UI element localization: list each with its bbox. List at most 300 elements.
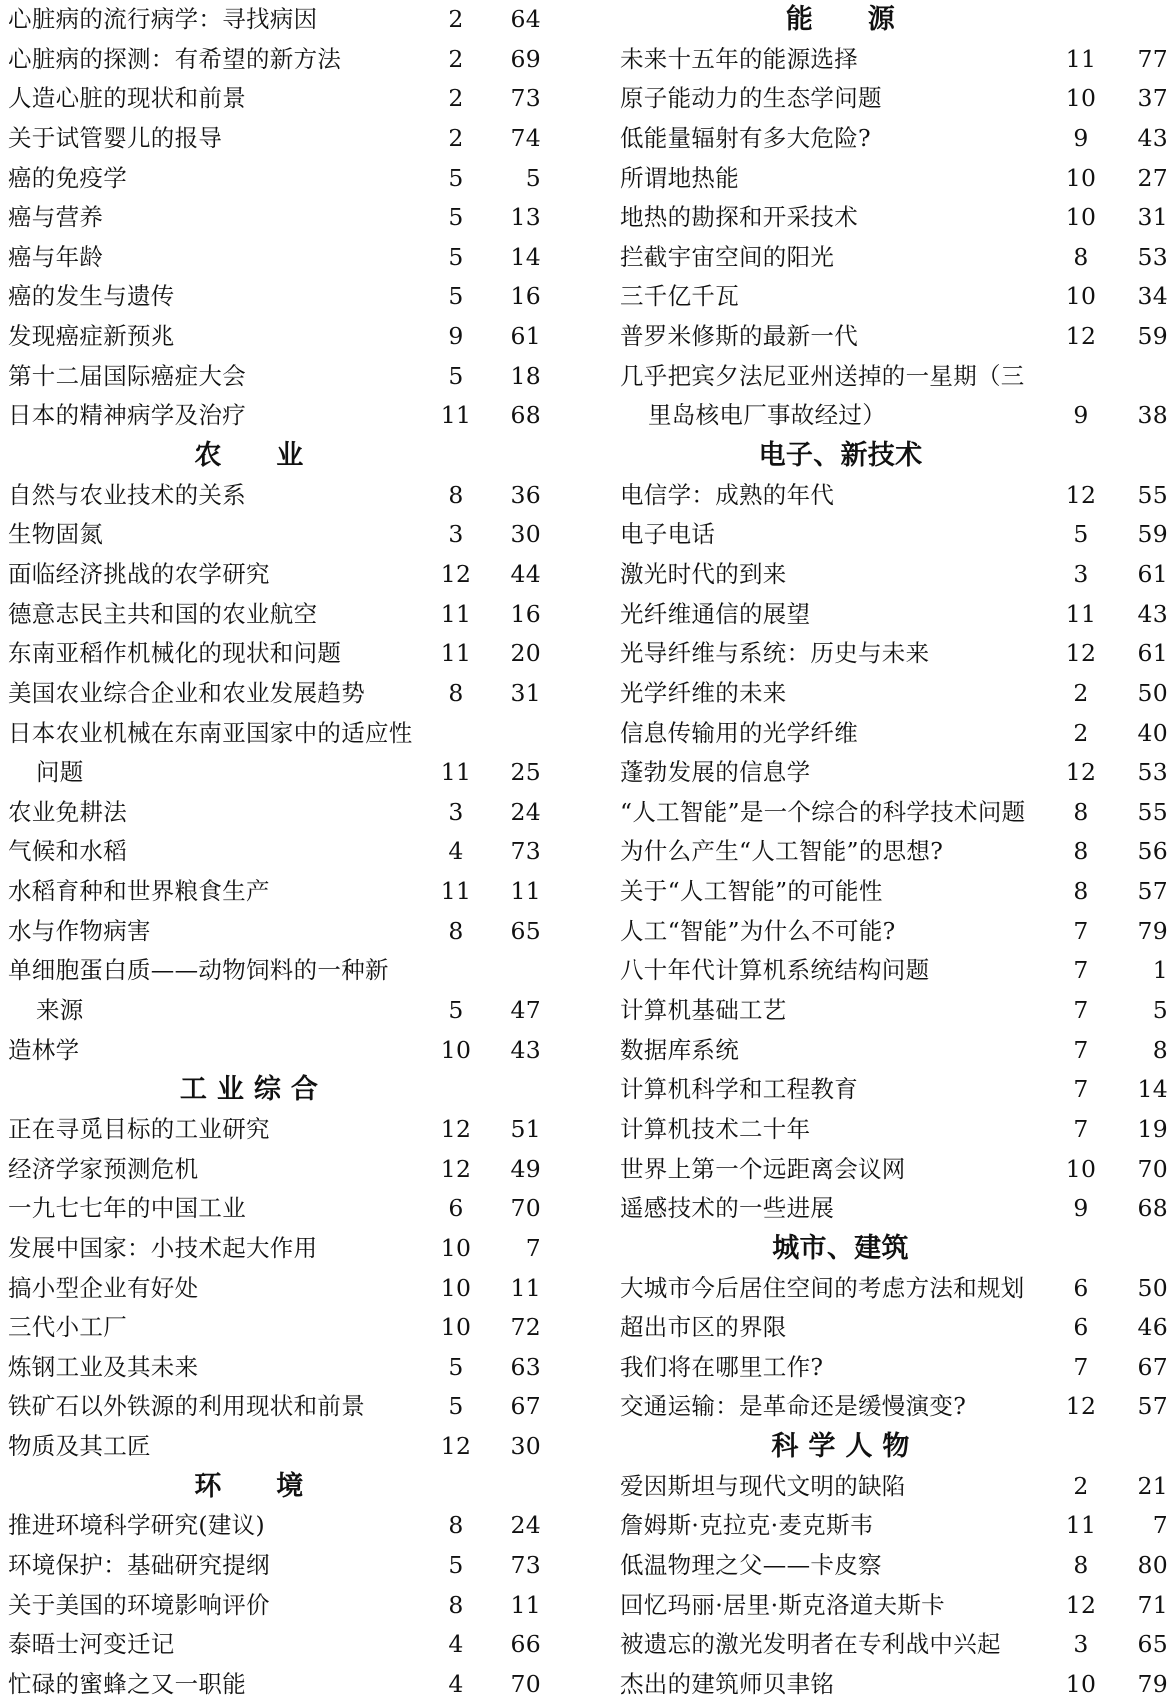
index-entry: [612, 555, 1169, 595]
index-entry: [0, 1625, 560, 1665]
issue-number: 7: [1073, 956, 1089, 985]
entry-title: 低能量辐射有多大危险?: [620, 123, 871, 152]
issue-number: 10: [440, 1233, 472, 1262]
entry-title: 第十二届国际癌症大会: [8, 361, 246, 390]
entry-title: 发现癌症新预兆: [8, 322, 175, 351]
page-number: 57: [1137, 877, 1168, 906]
entry-title: 地热的勘探和开采技术: [620, 203, 858, 232]
section-heading: [0, 436, 560, 476]
index-entry: [0, 277, 560, 317]
entry-title: 超出市区的界限: [620, 1313, 787, 1342]
issue-number: 5: [448, 203, 464, 232]
entry-title: 癌的免疫学: [8, 163, 127, 192]
index-entry: [0, 1586, 560, 1626]
issue-number: 11: [440, 639, 472, 668]
entry-title: 世界上第一个远距离会议网: [620, 1154, 906, 1183]
issue-number: 5: [448, 282, 464, 311]
entry-title: 环境保护：基础研究提纲: [8, 1550, 270, 1579]
entry-title: 杰出的建筑师贝聿铭: [620, 1669, 835, 1698]
entry-title: 水与作物病害: [8, 916, 151, 945]
index-entry: [612, 1665, 1169, 1705]
index-entry: [612, 1150, 1169, 1190]
issue-number: 5: [448, 1352, 464, 1381]
index-entry: [0, 832, 560, 872]
page-number: 72: [510, 1313, 541, 1342]
entry-title: 炼钢工业及其未来: [8, 1352, 199, 1381]
page-number: 68: [1137, 1194, 1168, 1223]
entry-title: 普罗米修斯的最新一代: [620, 322, 858, 351]
index-entry: [612, 674, 1169, 714]
index-entry: [612, 1467, 1169, 1507]
entry-title: 八十年代计算机系统结构问题: [620, 956, 930, 985]
page-number: 70: [1137, 1154, 1168, 1183]
index-entry: [0, 753, 560, 793]
page-number: 36: [510, 480, 541, 509]
issue-number: 10: [1065, 1669, 1097, 1698]
index-entry: [0, 198, 560, 238]
page-number: 74: [510, 123, 541, 152]
entry-title: “人工智能”是一个综合的科学技术问题: [620, 797, 1026, 826]
issue-number: 6: [448, 1194, 464, 1223]
issue-number: 5: [448, 996, 464, 1025]
page-number: 43: [1137, 599, 1168, 628]
entry-title: 遥感技术的一些进展: [620, 1194, 835, 1223]
entry-title: 面临经济挑战的农学研究: [8, 559, 270, 588]
issue-number: 12: [1065, 1392, 1097, 1421]
page-number: 30: [510, 520, 541, 549]
index-entry: [612, 357, 1169, 397]
entry-title: 癌的发生与遗传: [8, 282, 175, 311]
index-entry: [0, 1308, 560, 1348]
entry-title: 我们将在哪里工作?: [620, 1352, 824, 1381]
index-entry: [612, 1586, 1169, 1626]
issue-number: 9: [1073, 1194, 1089, 1223]
issue-number: 11: [440, 877, 472, 906]
index-entry: [0, 1189, 560, 1229]
issue-number: 7: [1073, 1114, 1089, 1143]
issue-number: 9: [1073, 401, 1089, 430]
page-number: 34: [1137, 282, 1168, 311]
entry-title: 铁矿石以外铁源的利用现状和前景: [8, 1392, 365, 1421]
entry-title: 计算机技术二十年: [620, 1114, 811, 1143]
issue-number: 2: [448, 5, 464, 33]
index-entry: [612, 238, 1169, 278]
entry-title: 东南亚稻作机械化的现状和问题: [8, 639, 342, 668]
issue-number: 8: [448, 1590, 464, 1619]
page-number: 66: [510, 1630, 541, 1659]
issue-number: 8: [1073, 837, 1089, 866]
section-title: 科 学 人 物: [771, 1431, 910, 1463]
page-number: 44: [510, 559, 541, 588]
issue-number: 2: [448, 44, 464, 73]
page-number: 7: [525, 1233, 541, 1262]
entry-title: 心脏病的探测：有希望的新方法: [8, 44, 342, 73]
index-entry: [612, 793, 1169, 833]
issue-number: 12: [1065, 1590, 1097, 1619]
page-number: 53: [1137, 242, 1168, 271]
issue-number: 11: [1065, 44, 1097, 73]
issue-number: 8: [448, 916, 464, 945]
issue-number: 10: [1065, 203, 1097, 232]
issue-number: 12: [440, 1114, 472, 1143]
page-number: 55: [1137, 797, 1168, 826]
entry-title: 生物固氮: [8, 520, 104, 549]
index-entry: [0, 238, 560, 278]
entry-title: 大城市今后居住空间的考虑方法和规划: [620, 1273, 1025, 1302]
page-number: 13: [510, 203, 541, 232]
issue-number: 7: [1073, 1035, 1089, 1064]
page-number: 50: [1137, 1273, 1168, 1302]
index-entry: [612, 159, 1169, 199]
page-number: 57: [1137, 1392, 1168, 1421]
index-entry: [0, 476, 560, 516]
page-number: 80: [1137, 1550, 1168, 1579]
page-number: 38: [1137, 401, 1168, 430]
index-entry: [612, 1070, 1169, 1110]
page-number: 61: [1137, 559, 1168, 588]
entry-title: 人造心脏的现状和前景: [8, 84, 246, 113]
page-number: 73: [510, 1550, 541, 1579]
issue-number: 10: [440, 1313, 472, 1342]
issue-number: 9: [448, 322, 464, 351]
entry-title: 日本农业机械在东南亚国家中的适应性: [8, 718, 413, 747]
page-number: 8: [1152, 1035, 1168, 1064]
index-entry: [612, 1348, 1169, 1388]
index-entry: [612, 79, 1169, 119]
page-number: 11: [510, 1590, 541, 1619]
issue-number: 3: [448, 520, 464, 549]
index-entry: [612, 1031, 1169, 1071]
index-entry: [612, 1189, 1169, 1229]
page-number: 31: [510, 678, 541, 707]
page-number: 59: [1137, 322, 1168, 351]
index-entry: [612, 595, 1169, 635]
page-number: 79: [1137, 1669, 1168, 1698]
issue-number: 8: [448, 1511, 464, 1540]
page-number: 71: [1137, 1590, 1168, 1619]
entry-title: 泰晤士河变迁记: [8, 1630, 175, 1659]
page-number: 24: [510, 1511, 541, 1540]
index-entry: [0, 79, 560, 119]
index-entry: [612, 1308, 1169, 1348]
entry-title: 造林学: [8, 1035, 80, 1064]
index-entry: [0, 1546, 560, 1586]
issue-number: 12: [1065, 480, 1097, 509]
index-entry: [0, 396, 560, 436]
page-number: 64: [510, 5, 541, 33]
page-number: 73: [510, 837, 541, 866]
index-entry: [612, 1110, 1169, 1150]
page-number: 31: [1137, 203, 1168, 232]
entry-title: 日本的精神病学及治疗: [8, 401, 246, 430]
index-entry: [612, 515, 1169, 555]
page-number: 25: [510, 758, 541, 787]
entry-title: 一九七七年的中国工业: [8, 1194, 246, 1223]
page-number: 7: [1152, 1511, 1168, 1540]
index-entry: [612, 1546, 1169, 1586]
entry-title: 里岛核电厂事故经过）: [648, 401, 886, 430]
page-number: 1: [1152, 956, 1168, 985]
entry-title: 三千亿千瓦: [620, 282, 739, 311]
index-entry: [0, 674, 560, 714]
issue-number: 11: [440, 401, 472, 430]
section-heading: [612, 1229, 1169, 1269]
page-number: 65: [1137, 1630, 1168, 1659]
page-number: 14: [510, 242, 541, 271]
issue-number: 4: [448, 1630, 464, 1659]
index-entry: [0, 951, 560, 991]
index-entry: [612, 1387, 1169, 1427]
page-number: 43: [510, 1035, 541, 1064]
issue-number: 11: [1065, 1511, 1097, 1540]
page-number: 16: [510, 282, 541, 311]
issue-number: 8: [1073, 242, 1089, 271]
page-number: 27: [1137, 163, 1168, 192]
section-heading: [612, 1427, 1169, 1467]
index-entry: [0, 1269, 560, 1309]
page-number: 61: [1137, 639, 1168, 668]
entry-title: 发展中国家：小技术起大作用: [8, 1233, 318, 1262]
issue-number: 3: [1073, 1630, 1089, 1659]
index-entry: [612, 753, 1169, 793]
entry-title: 未来十五年的能源选择: [620, 44, 858, 73]
page-number: 73: [510, 84, 541, 113]
entry-title: 几乎把宾夕法尼亚州送掉的一星期（三: [620, 361, 1025, 390]
entry-title: 所谓地热能: [620, 163, 739, 192]
index-entry: [0, 595, 560, 635]
index-entry: [612, 119, 1169, 159]
entry-title: 关于“人工智能”的可能性: [620, 877, 883, 906]
index-entry: [0, 515, 560, 555]
entry-title: 拦截宇宙空间的阳光: [620, 242, 835, 271]
index-entry: [612, 277, 1169, 317]
issue-number: 11: [440, 599, 472, 628]
index-entry: [612, 198, 1169, 238]
index-entry: [0, 1031, 560, 1071]
entry-title: 被遗忘的激光发明者在专利战中兴起: [620, 1630, 1001, 1659]
page-number: 67: [1137, 1352, 1168, 1381]
section-heading: [612, 0, 1169, 40]
page-number: 40: [1137, 718, 1168, 747]
section-title: 工 业 综 合: [179, 1074, 319, 1106]
issue-number: 2: [448, 123, 464, 152]
page-number: 79: [1137, 916, 1168, 945]
index-entry: [612, 476, 1169, 516]
issue-number: 3: [1073, 559, 1089, 588]
entry-title: 爱因斯坦与现代文明的缺陷: [620, 1471, 906, 1500]
entry-title: 数据库系统: [620, 1035, 739, 1064]
index-entry: [0, 1506, 560, 1546]
index-entry: [612, 832, 1169, 872]
left-column: [0, 0, 560, 1705]
index-entry: [612, 991, 1169, 1031]
page-number: 47: [510, 996, 541, 1025]
page-number: 70: [510, 1669, 541, 1698]
index-entry: [0, 159, 560, 199]
issue-number: 9: [1073, 123, 1089, 152]
issue-number: 10: [1065, 163, 1097, 192]
index-entry: [0, 317, 560, 357]
page-number: 50: [1137, 678, 1168, 707]
page-number: 69: [510, 44, 541, 73]
entry-title: 心脏病的流行病学：寻找病因: [8, 5, 318, 33]
index-entry: [0, 119, 560, 159]
index-entry: [0, 0, 560, 40]
section-heading: [0, 1070, 560, 1110]
entry-title: 自然与农业技术的关系: [8, 480, 246, 509]
issue-number: 7: [1073, 1075, 1089, 1104]
section-heading: [612, 436, 1169, 476]
issue-number: 7: [1073, 996, 1089, 1025]
index-entry: [612, 317, 1169, 357]
page-number: 77: [1137, 44, 1168, 73]
entry-title: 蓬勃发展的信息学: [620, 758, 811, 787]
page-number: 68: [510, 401, 541, 430]
entry-title: 正在寻觅目标的工业研究: [8, 1114, 270, 1143]
section-title: 城市、建筑: [772, 1232, 909, 1264]
issue-number: 10: [440, 1273, 472, 1302]
page-number: 16: [510, 599, 541, 628]
issue-number: 5: [448, 1550, 464, 1579]
section-title: 农 业: [194, 440, 304, 472]
entry-title: 癌与营养: [8, 203, 104, 232]
section-title: 能 源: [785, 4, 896, 35]
index-entry: [612, 1269, 1169, 1309]
page-number: 24: [510, 797, 541, 826]
page-number: 5: [1152, 996, 1168, 1025]
index-entry: [612, 872, 1169, 912]
entry-title: 光学纤维的未来: [620, 678, 787, 707]
right-column: [612, 0, 1169, 1705]
issue-number: 10: [1065, 282, 1097, 311]
issue-number: 8: [448, 480, 464, 509]
entry-title: 水稻育种和世界粮食生产: [8, 877, 270, 906]
entry-title: 关于美国的环境影响评价: [8, 1590, 270, 1619]
index-entry: [0, 1348, 560, 1388]
issue-number: 10: [1065, 1154, 1097, 1183]
entry-title: 激光时代的到来: [620, 559, 787, 588]
entry-title: 信息传输用的光学纤维: [620, 718, 858, 747]
entry-title: 三代小工厂: [8, 1313, 127, 1342]
issue-number: 8: [1073, 797, 1089, 826]
page-number: 70: [510, 1194, 541, 1223]
index-entry: [0, 912, 560, 952]
issue-number: 2: [1073, 678, 1089, 707]
page-number: 49: [510, 1154, 541, 1183]
entry-title: 低温物理之父——卡皮察: [620, 1550, 882, 1579]
entry-title: 德意志民主共和国的农业航空: [8, 599, 318, 628]
issue-number: 3: [448, 797, 464, 826]
issue-number: 5: [448, 361, 464, 390]
issue-number: 12: [440, 1154, 472, 1183]
issue-number: 12: [1065, 639, 1097, 668]
page-number: 37: [1137, 84, 1168, 113]
index-entry: [0, 357, 560, 397]
index-entry: [612, 40, 1169, 80]
index-entry: [0, 1150, 560, 1190]
issue-number: 10: [440, 1035, 472, 1064]
entry-title: 计算机基础工艺: [620, 996, 787, 1025]
issue-number: 2: [1073, 1471, 1089, 1500]
index-entry: [0, 1387, 560, 1427]
entry-title: 为什么产生“人工智能”的思想?: [620, 837, 944, 866]
page-number: 11: [510, 877, 541, 906]
issue-number: 10: [1065, 84, 1097, 113]
entry-title: 癌与年龄: [8, 242, 104, 271]
entry-title: 搞小型企业有好处: [8, 1273, 199, 1302]
entry-title: 问题: [36, 758, 84, 787]
entry-title: 经济学家预测危机: [8, 1154, 199, 1183]
index-entry: [0, 793, 560, 833]
index-entry: [612, 1625, 1169, 1665]
page-number: 51: [510, 1114, 541, 1143]
issue-number: 5: [448, 1392, 464, 1421]
entry-title: 单细胞蛋白质——动物饲料的一种新: [8, 956, 389, 985]
entry-title: 农业免耕法: [8, 797, 127, 826]
issue-number: 7: [1073, 916, 1089, 945]
issue-number: 8: [1073, 877, 1089, 906]
entry-title: 计算机科学和工程教育: [620, 1075, 858, 1104]
entry-title: 忙碌的蜜蜂之又一职能: [8, 1669, 246, 1698]
section-title: 电子、新技术: [758, 440, 923, 472]
page-number: 11: [510, 1273, 541, 1302]
entry-title: 美国农业综合企业和农业发展趋势: [8, 678, 365, 707]
issue-number: 8: [448, 678, 464, 707]
index-entry: [0, 1110, 560, 1150]
entry-title: 人工“智能”为什么不可能?: [620, 916, 896, 945]
page-number: 21: [1137, 1471, 1168, 1500]
index-entry: [0, 634, 560, 674]
page-number: 5: [525, 163, 541, 192]
index-entry: [612, 634, 1169, 674]
section-heading: [0, 1467, 560, 1507]
index-entry: [0, 1665, 560, 1705]
index-entry: [612, 396, 1169, 436]
page-number: 14: [1137, 1075, 1168, 1104]
entry-title: 物质及其工匠: [8, 1432, 151, 1461]
page-number: 56: [1137, 837, 1168, 866]
issue-number: 5: [1073, 520, 1089, 549]
issue-number: 12: [1065, 758, 1097, 787]
page-number: 53: [1137, 758, 1168, 787]
issue-number: 2: [1073, 718, 1089, 747]
index-entry: [0, 991, 560, 1031]
page-number: 43: [1137, 123, 1168, 152]
issue-number: 8: [1073, 1550, 1089, 1579]
entry-title: 交通运输：是革命还是缓慢演变?: [620, 1392, 967, 1421]
issue-number: 11: [1065, 599, 1097, 628]
page-number: 65: [510, 916, 541, 945]
page-number: 67: [510, 1392, 541, 1421]
index-entry: [0, 1427, 560, 1467]
entry-title: 詹姆斯·克拉克·麦克斯韦: [620, 1511, 874, 1540]
entry-title: 来源: [36, 996, 84, 1025]
section-title: 环 境: [194, 1470, 304, 1502]
index-entry: [612, 951, 1169, 991]
issue-number: 2: [448, 84, 464, 113]
page-number: 59: [1137, 520, 1168, 549]
issue-number: 4: [448, 837, 464, 866]
index-entry: [0, 40, 560, 80]
issue-number: 7: [1073, 1352, 1089, 1381]
index-entry: [612, 912, 1169, 952]
page-number: 61: [510, 322, 541, 351]
issue-number: 5: [448, 163, 464, 192]
page-number: 46: [1137, 1313, 1168, 1342]
issue-number: 6: [1073, 1313, 1089, 1342]
page-number: 30: [510, 1432, 541, 1461]
entry-title: 光导纤维与系统：历史与未来: [620, 639, 930, 668]
